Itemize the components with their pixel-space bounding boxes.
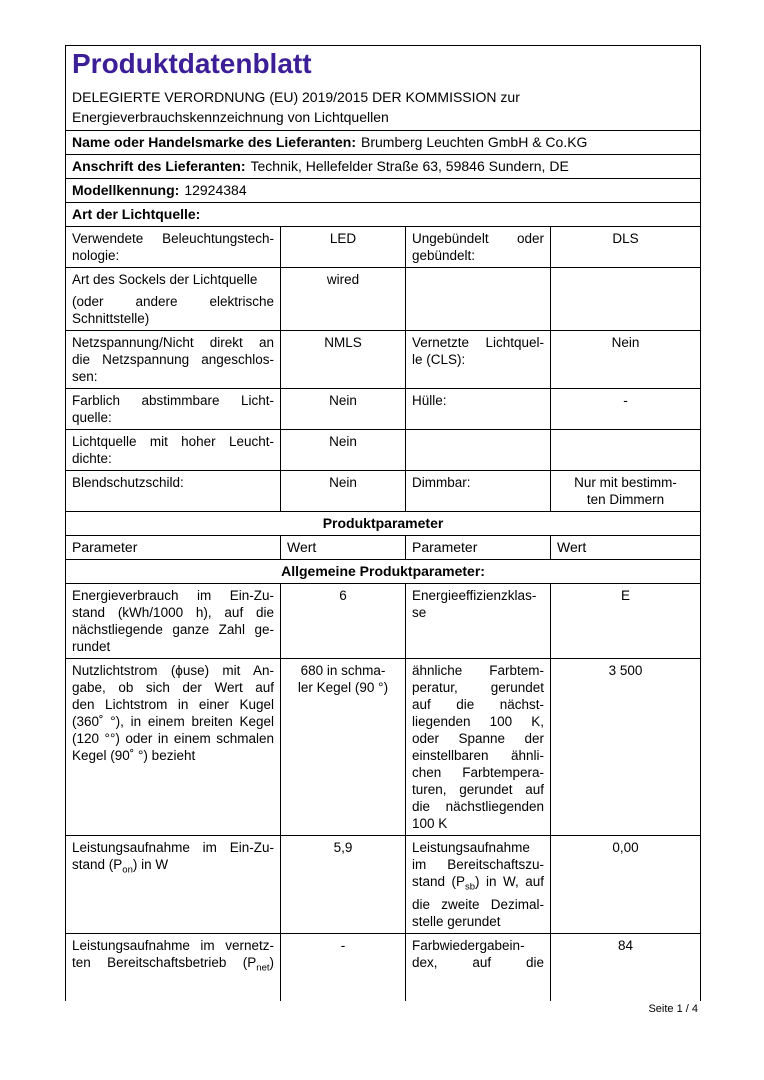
section-header-row: [66, 512, 701, 536]
spec-row: [66, 331, 701, 389]
product-datasheet-table: [65, 45, 701, 1001]
text-line: Verwendete Beleuchtungstech-: [72, 231, 274, 246]
info-label: Anschrift des Lieferanten:: [72, 158, 246, 174]
text-line: stelle gerundet: [412, 913, 501, 929]
text-line: DLS: [612, 231, 639, 246]
text-line: (120 °°) oder in einem schmalen: [72, 731, 274, 746]
param-value: [551, 331, 701, 389]
text-line: stand $(P_{sb})$ in W, auf: [412, 874, 544, 893]
text-line: nächstliegende ganze Zahl ge-: [72, 622, 274, 637]
text-line: -: [340, 937, 346, 953]
info-value: Technik, Hellefelder Straße 63, 59846 Sundern, DE: [250, 158, 569, 174]
text-line: ten Dimmern: [586, 492, 665, 507]
spec-row: [66, 471, 701, 512]
text-line: Leistungsaufnahme: [412, 840, 530, 855]
text-line: Nein: [329, 434, 357, 449]
info-label: Art der Lichtquelle:: [72, 206, 201, 222]
text-line: gabe, ob sich der Wert auf: [72, 680, 274, 695]
text-line: quelle:: [72, 410, 112, 425]
param-label: [406, 659, 551, 836]
param-label: [406, 430, 551, 471]
text-line: gebündelt:: [412, 248, 476, 263]
title-row: [66, 46, 701, 131]
text-line: im Bereitschaftszu-: [412, 857, 544, 872]
info-cell: [66, 155, 701, 179]
param-label: [66, 584, 281, 659]
text-line: die nächstliegenden: [412, 799, 544, 814]
text-line: turen, gerundet auf: [412, 782, 544, 797]
info-label: Modellkennung:: [72, 182, 180, 198]
text-line: 680 in schma-: [300, 663, 386, 678]
param-value: [281, 227, 406, 268]
text-line: E: [621, 588, 631, 603]
text-line: Nein: [611, 335, 640, 350]
text-line: Leistungsaufnahme im vernetz-: [72, 937, 274, 953]
param-value: [281, 836, 406, 934]
param-value: [281, 331, 406, 389]
text-line: 0,00: [612, 840, 639, 855]
text-line: Energieeffizienzklas-: [412, 588, 537, 603]
param-value: [281, 933, 406, 1001]
text-line: Schnittstelle): [72, 311, 150, 326]
text-line: 100 K: [412, 816, 448, 831]
text-line: Nutzlichtstrom (ϕuse) mit An-: [72, 663, 274, 678]
text-line: le (CLS):: [412, 352, 466, 367]
text-line: Lichtquelle mit hoher Leucht-: [72, 434, 274, 449]
param-label: [406, 389, 551, 430]
param-label: [406, 227, 551, 268]
text-line: se: [412, 605, 427, 620]
text-line: rundet: [72, 639, 111, 654]
section-header: Produktparameter: [66, 512, 701, 536]
text-line: -: [623, 393, 628, 408]
document-page: [65, 45, 702, 1001]
text-line: dex, auf die: [412, 954, 544, 970]
param-value: [281, 471, 406, 512]
text-line: peratur, gerundet: [412, 680, 544, 695]
param-value: [551, 430, 701, 471]
param-label: [406, 471, 551, 512]
text-line: Energieverbrauch im Ein-Zu-: [72, 588, 274, 603]
spec-row: [66, 836, 701, 934]
text-line: Leistungsaufnahme im Ein-Zu-: [72, 840, 274, 855]
text-line: 6: [339, 588, 347, 603]
text-line: nologie:: [72, 248, 120, 263]
param-value: [551, 227, 701, 268]
info-value: 12924384: [184, 182, 247, 198]
info-cell: [66, 203, 701, 227]
text-line: NMLS: [324, 335, 362, 350]
text-line: ten Bereitschaftsbetrieb $(P_{net})$: [72, 954, 274, 974]
spec-row: [66, 933, 701, 1001]
param-value: [281, 430, 406, 471]
param-label: [66, 836, 281, 934]
text-line: auf die nächst-: [412, 697, 544, 712]
text-line: Dimmbar:: [412, 475, 471, 490]
page-number: Seite 1 / 4: [648, 1003, 698, 1015]
param-value: [551, 659, 701, 836]
text-line: 3 500: [608, 663, 643, 678]
text-line: einstellbaren ähnli-: [412, 748, 544, 763]
param-label: [406, 836, 551, 934]
regulation-line-1: DELEGIERTE VERORDNUNG (EU) 2019/2015 DER KOMMISSION zur: [72, 89, 520, 105]
param-label: [406, 584, 551, 659]
info-row: [66, 179, 701, 203]
text-line: Hülle:: [412, 393, 447, 408]
column-header-row: [66, 536, 701, 560]
info-value: Brumberg Leuchten GmbH & Co.KG: [361, 134, 588, 150]
text-line: Farbwiedergabein-: [412, 937, 525, 953]
text-line: Farblich abstimmbare Licht-: [72, 393, 274, 408]
param-value: [551, 836, 701, 934]
text-line: LED: [329, 231, 357, 246]
param-value: [281, 389, 406, 430]
text-line: Vernetzte Lichtquel-: [412, 335, 544, 350]
info-row: [66, 155, 701, 179]
param-value: [551, 584, 701, 659]
text-line: Nein: [329, 475, 357, 490]
text-line: Nein: [329, 393, 357, 408]
spec-row: [66, 268, 701, 331]
regulation-line-2: Energieverbrauchskennzeichnung von Lichtquellen: [72, 109, 389, 125]
page-title: Produktdatenblatt: [72, 48, 312, 79]
section-header: Allgemeine Produktparameter:: [66, 560, 701, 584]
text-line: Ungebündelt oder: [412, 231, 544, 246]
param-value: [551, 268, 701, 331]
title-cell: [66, 46, 701, 131]
param-value: [281, 268, 406, 331]
text-line: wired: [326, 272, 360, 287]
section-header-row: [66, 560, 701, 584]
param-label: [66, 268, 281, 331]
text-line: chen Farbtempera-: [412, 765, 544, 780]
param-label: [406, 933, 551, 1001]
text-line: ler Kegel (90 °): [297, 680, 389, 695]
spec-row: [66, 430, 701, 471]
column-header: Wert: [551, 536, 701, 560]
info-cell: [66, 131, 701, 155]
text-line: sen:: [72, 369, 98, 384]
param-value: [281, 584, 406, 659]
info-label: Name oder Handelsmarke des Lieferanten:: [72, 134, 356, 150]
param-label: [66, 471, 281, 512]
text-line: Netzspannung/Nicht direkt an: [72, 335, 274, 350]
text-line: oder Spanne der: [412, 731, 544, 746]
column-header: Wert: [281, 536, 406, 560]
text-line: stand $(P_{on})$ in W: [72, 857, 169, 876]
text-line: liegenden 100 K,: [412, 714, 544, 729]
spec-row: [66, 227, 701, 268]
param-label: [66, 331, 281, 389]
param-label: [66, 430, 281, 471]
text-line: (360˚ °), in einem breiten Kegel: [72, 714, 274, 729]
param-label: [66, 227, 281, 268]
text-line: Blendschutzschild:: [72, 475, 184, 490]
text-line: den Lichtstrom in einer Kugel: [72, 697, 274, 712]
text-line: Nur mit bestimm-: [574, 475, 677, 490]
spec-row: [66, 584, 701, 659]
param-value: [551, 933, 701, 1001]
param-label: [406, 268, 551, 331]
param-value: [551, 471, 701, 512]
text-line: Kegel (90˚ °) bezieht: [72, 748, 196, 763]
param-value: [281, 659, 406, 836]
info-row: [66, 131, 701, 155]
text-line: dichte:: [72, 451, 112, 466]
text-line: ähnliche Farbtem-: [412, 663, 544, 678]
column-header: Parameter: [406, 536, 551, 560]
spec-row: [66, 389, 701, 430]
param-label: [66, 389, 281, 430]
param-label: [406, 331, 551, 389]
param-label: [66, 659, 281, 836]
text-line: stand (kWh/1000 h), auf die: [72, 605, 274, 620]
text-line: die zweite Dezimal-: [412, 896, 544, 912]
text-line: (oder andere elektrische: [72, 294, 274, 309]
info-cell: [66, 179, 701, 203]
info-row: [66, 203, 701, 227]
spec-row: [66, 659, 701, 836]
column-header: Parameter: [66, 536, 281, 560]
param-label: [66, 933, 281, 1001]
text-line: 84: [618, 937, 634, 953]
text-line: 5,9: [333, 840, 353, 855]
text-line: Art des Sockels der Lichtquelle: [72, 272, 258, 287]
param-value: [551, 389, 701, 430]
text-line: die Netzspannung angeschlos-: [72, 352, 274, 367]
